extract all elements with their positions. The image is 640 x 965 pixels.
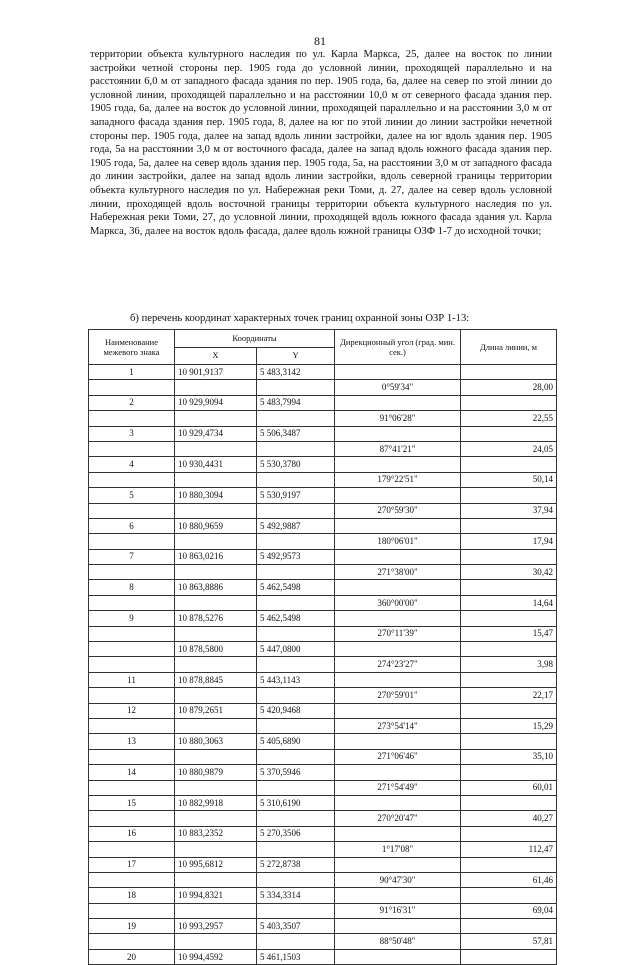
coord-x: 10 993,2957 [175, 919, 257, 934]
empty-cell [257, 872, 335, 887]
line-length: 28,00 [461, 380, 557, 395]
empty-cell [175, 934, 257, 949]
empty-cell [335, 395, 461, 410]
direction-angle: 270°59'30" [335, 503, 461, 518]
empty-cell [335, 426, 461, 441]
direction-angle: 271°06'46" [335, 749, 461, 764]
direction-angle: 270°20'47" [335, 811, 461, 826]
table-row [89, 903, 557, 918]
direction-angle: 273°54'14" [335, 718, 461, 733]
direction-angle: 360°00'00" [335, 595, 461, 610]
direction-angle: 270°11'39" [335, 626, 461, 641]
empty-cell [461, 642, 557, 657]
table-row [89, 580, 557, 595]
direction-angle: 91°06'28" [335, 411, 461, 426]
line-length: 35,10 [461, 749, 557, 764]
empty-cell [175, 872, 257, 887]
point-number: 7 [89, 549, 175, 564]
empty-cell [89, 718, 175, 733]
point-number: 11 [89, 672, 175, 687]
empty-cell [175, 811, 257, 826]
point-number: 13 [89, 734, 175, 749]
empty-cell [335, 857, 461, 872]
table-row [89, 518, 557, 533]
coord-x: 10 901,9137 [175, 365, 257, 380]
empty-cell [175, 626, 257, 641]
empty-cell [89, 626, 175, 641]
empty-cell [89, 842, 175, 857]
empty-cell [461, 734, 557, 749]
table-row [89, 703, 557, 718]
empty-cell [257, 657, 335, 672]
header-x: X [175, 347, 257, 365]
empty-cell [175, 842, 257, 857]
empty-cell [257, 411, 335, 426]
direction-angle: 274°23'27" [335, 657, 461, 672]
point-number: 14 [89, 765, 175, 780]
point-number: 3 [89, 426, 175, 441]
table-row [89, 811, 557, 826]
empty-cell [257, 626, 335, 641]
direction-angle: 88°50'48" [335, 934, 461, 949]
empty-cell [175, 472, 257, 487]
coord-y: 5 492,9573 [257, 549, 335, 564]
line-length: 50,14 [461, 472, 557, 487]
empty-cell [461, 518, 557, 533]
coord-x: 10 880,9879 [175, 765, 257, 780]
empty-cell [89, 441, 175, 456]
coord-y: 5 403,3507 [257, 919, 335, 934]
empty-cell [175, 595, 257, 610]
empty-cell [257, 380, 335, 395]
point-number: 16 [89, 826, 175, 841]
coord-x: 10 863,8886 [175, 580, 257, 595]
coord-x: 10 994,4592 [175, 949, 257, 964]
table-row [89, 795, 557, 810]
empty-cell [335, 765, 461, 780]
table-row [89, 780, 557, 795]
coord-y: 5 370,5946 [257, 765, 335, 780]
table-row [89, 718, 557, 733]
empty-cell [89, 565, 175, 580]
empty-cell [89, 411, 175, 426]
empty-cell [335, 826, 461, 841]
coord-x: 10 863,0216 [175, 549, 257, 564]
line-length: 112,47 [461, 842, 557, 857]
point-number: 15 [89, 795, 175, 810]
empty-cell [257, 472, 335, 487]
empty-cell [461, 857, 557, 872]
coord-x: 10 878,5800 [175, 642, 257, 657]
coord-y: 5 272,8738 [257, 857, 335, 872]
point-number: 4 [89, 457, 175, 472]
line-length: 22,55 [461, 411, 557, 426]
point-number [89, 642, 175, 657]
empty-cell [335, 642, 461, 657]
empty-cell [461, 426, 557, 441]
empty-cell [335, 703, 461, 718]
empty-cell [461, 580, 557, 595]
direction-angle: 0°59'34" [335, 380, 461, 395]
empty-cell [89, 934, 175, 949]
empty-cell [335, 518, 461, 533]
empty-cell [89, 657, 175, 672]
coord-x: 10 878,5276 [175, 611, 257, 626]
line-length: 60,01 [461, 780, 557, 795]
coord-x: 10 879,2651 [175, 703, 257, 718]
empty-cell [257, 934, 335, 949]
coord-y: 5 310,6190 [257, 795, 335, 810]
empty-cell [257, 811, 335, 826]
line-length: 57,81 [461, 934, 557, 949]
table-row [89, 565, 557, 580]
line-length: 14,64 [461, 595, 557, 610]
coord-x: 10 995,6812 [175, 857, 257, 872]
table-row [89, 441, 557, 456]
empty-cell [335, 457, 461, 472]
coord-x: 10 929,4734 [175, 426, 257, 441]
empty-cell [335, 795, 461, 810]
header-direction-angle: Дирекционный угол (град. мин. сек.) [335, 330, 461, 365]
coord-y: 5 462,5498 [257, 611, 335, 626]
line-length: 17,94 [461, 534, 557, 549]
table-row [89, 611, 557, 626]
empty-cell [89, 534, 175, 549]
empty-cell [89, 595, 175, 610]
empty-cell [89, 688, 175, 703]
page-number: 81 [314, 34, 326, 48]
table-row [89, 842, 557, 857]
empty-cell [257, 749, 335, 764]
line-length: 37,94 [461, 503, 557, 518]
table-row [89, 765, 557, 780]
empty-cell [175, 749, 257, 764]
empty-cell [257, 534, 335, 549]
table-row [89, 595, 557, 610]
table-caption: б) перечень координат характерных точек границ охранной зоны ОЗР 1-13: [130, 313, 470, 324]
point-number: 6 [89, 518, 175, 533]
header-line-length: Длина линии, м [461, 330, 557, 365]
empty-cell [175, 380, 257, 395]
empty-cell [461, 672, 557, 687]
empty-cell [175, 441, 257, 456]
table-row [89, 395, 557, 410]
empty-cell [175, 688, 257, 703]
coord-y: 5 461,1503 [257, 949, 335, 964]
table-row [89, 642, 557, 657]
line-length: 3,98 [461, 657, 557, 672]
table-row [89, 457, 557, 472]
line-length: 30,42 [461, 565, 557, 580]
empty-cell [335, 549, 461, 564]
point-number: 9 [89, 611, 175, 626]
coord-x: 10 882,9918 [175, 795, 257, 810]
direction-angle: 179°22'51" [335, 472, 461, 487]
table-row [89, 857, 557, 872]
direction-angle: 87°41'21" [335, 441, 461, 456]
empty-cell [461, 703, 557, 718]
header-coordinates: Координаты [175, 330, 335, 348]
point-number: 17 [89, 857, 175, 872]
empty-cell [175, 903, 257, 918]
table-row [89, 365, 557, 380]
empty-cell [461, 395, 557, 410]
coord-x: 10 880,9659 [175, 518, 257, 533]
table-row [89, 934, 557, 949]
empty-cell [461, 765, 557, 780]
empty-cell [175, 780, 257, 795]
empty-cell [335, 734, 461, 749]
empty-cell [335, 365, 461, 380]
empty-cell [335, 672, 461, 687]
coord-x: 10 880,3094 [175, 488, 257, 503]
coord-y: 5 405,6890 [257, 734, 335, 749]
line-length: 24,05 [461, 441, 557, 456]
coord-y: 5 270,3506 [257, 826, 335, 841]
empty-cell [461, 549, 557, 564]
point-number: 12 [89, 703, 175, 718]
table-row [89, 411, 557, 426]
empty-cell [461, 888, 557, 903]
coord-y: 5 492,9887 [257, 518, 335, 533]
coord-y: 5 443,1143 [257, 672, 335, 687]
empty-cell [461, 949, 557, 964]
table-body [89, 365, 557, 965]
empty-cell [461, 795, 557, 810]
header-mark-name: Наименование межевого знака [89, 330, 175, 365]
line-length: 22,17 [461, 688, 557, 703]
table-row [89, 919, 557, 934]
table-row [89, 949, 557, 964]
header-y: Y [257, 347, 335, 365]
empty-cell [89, 749, 175, 764]
table-row [89, 426, 557, 441]
empty-cell [89, 780, 175, 795]
direction-angle: 90°47'30" [335, 872, 461, 887]
empty-cell [89, 903, 175, 918]
point-number: 20 [89, 949, 175, 964]
empty-cell [461, 611, 557, 626]
coord-x: 10 878,8845 [175, 672, 257, 687]
table-row [89, 734, 557, 749]
point-number: 1 [89, 365, 175, 380]
coord-y: 5 506,3487 [257, 426, 335, 441]
empty-cell [89, 811, 175, 826]
direction-angle: 271°54'49" [335, 780, 461, 795]
line-length: 40,27 [461, 811, 557, 826]
line-length: 15,29 [461, 718, 557, 733]
empty-cell [257, 441, 335, 456]
empty-cell [257, 780, 335, 795]
coord-x: 10 994,8321 [175, 888, 257, 903]
direction-angle: 1°17'08" [335, 842, 461, 857]
empty-cell [461, 365, 557, 380]
empty-cell [257, 718, 335, 733]
direction-angle: 180°06'01" [335, 534, 461, 549]
empty-cell [257, 503, 335, 518]
coord-y: 5 462,5498 [257, 580, 335, 595]
table-row [89, 749, 557, 764]
line-length: 15,47 [461, 626, 557, 641]
body-paragraph: территории объекта культурного наследия по ул. Карла Маркса, 25, далее на восток по линии застройки четной стороны пер. 1905 года до условной линии, проходящей параллельно и на расстоянии 6,0 м от западного фасада здания по пер. 1905 года, 6а, далее на север по этой линии до условной линии, проходящей параллельно и на расстоянии 10,0 м от северного фасада здания пер. 1905 года, 6а, далее на восток до условной линии, проходящей параллельно и на расстоянии 3,0 м от западного фасада здания пер. 1905 года, 8, далее на юг по этой линии до линии застройки нечетной стороны пер. 1905 года, далее на запад вдоль линии застройки, далее на юг вдоль здания пер. 1905 года, 5а на расстоянии 3,0 м от восточного фасада, далее на запад вдоль южного фасада здания пер. 1905 года, 5а, далее на север вдоль здания пер. 1905 года, 5а, на расстоянии 3,0 м от западного фасада до линии застройки, далее на запад вдоль линии застройки, вдоль северной границы территории объекта культурного наследия по ул. Набережная реки Томи, д. 27, далее на север вдоль условной линии, проходящей вдоль восточной границы территории объекта культурного наследия по ул. Набережная реки Томи, 27, до условной линии, проходящей вдоль южного фасада здания ул. Карла Маркса, 36, далее на восток вдоль фасада, далее вдоль южной границы ОЗФ 1-7 до исходной точки; [90, 49, 552, 237]
empty-cell [461, 919, 557, 934]
empty-cell [461, 457, 557, 472]
empty-cell [335, 580, 461, 595]
empty-cell [175, 657, 257, 672]
coord-y: 5 447,0800 [257, 642, 335, 657]
coord-x: 10 883,2352 [175, 826, 257, 841]
empty-cell [257, 565, 335, 580]
line-length: 69,04 [461, 903, 557, 918]
empty-cell [175, 718, 257, 733]
coord-y: 5 483,7994 [257, 395, 335, 410]
coordinates-table [88, 329, 557, 965]
coord-y: 5 483,3142 [257, 365, 335, 380]
empty-cell [175, 534, 257, 549]
empty-cell [335, 888, 461, 903]
empty-cell [175, 503, 257, 518]
coord-y: 5 420,9468 [257, 703, 335, 718]
table-row [89, 503, 557, 518]
table-row [89, 626, 557, 641]
empty-cell [335, 611, 461, 626]
empty-cell [89, 380, 175, 395]
point-number: 18 [89, 888, 175, 903]
table-row [89, 488, 557, 503]
coord-x: 10 929,9094 [175, 395, 257, 410]
empty-cell [257, 903, 335, 918]
table-row [89, 549, 557, 564]
table-row [89, 672, 557, 687]
empty-cell [335, 488, 461, 503]
empty-cell [89, 503, 175, 518]
table-row [89, 872, 557, 887]
direction-angle: 91°16'31" [335, 903, 461, 918]
line-length: 61,46 [461, 872, 557, 887]
direction-angle: 270°59'01" [335, 688, 461, 703]
table-row [89, 888, 557, 903]
coord-y: 5 334,3314 [257, 888, 335, 903]
table-row [89, 380, 557, 395]
point-number: 8 [89, 580, 175, 595]
coord-y: 5 530,3780 [257, 457, 335, 472]
coord-y: 5 530,9197 [257, 488, 335, 503]
point-number: 19 [89, 919, 175, 934]
empty-cell [461, 488, 557, 503]
empty-cell [175, 411, 257, 426]
empty-cell [257, 842, 335, 857]
empty-cell [335, 919, 461, 934]
point-number: 5 [89, 488, 175, 503]
table-row [89, 688, 557, 703]
table-row [89, 534, 557, 549]
empty-cell [257, 688, 335, 703]
table-header-row [89, 330, 557, 348]
table-row [89, 657, 557, 672]
coord-x: 10 880,3063 [175, 734, 257, 749]
empty-cell [89, 872, 175, 887]
table-row [89, 826, 557, 841]
table-row [89, 472, 557, 487]
empty-cell [461, 826, 557, 841]
empty-cell [89, 472, 175, 487]
empty-cell [257, 595, 335, 610]
empty-cell [335, 949, 461, 964]
coord-x: 10 930,4431 [175, 457, 257, 472]
empty-cell [175, 565, 257, 580]
point-number: 2 [89, 395, 175, 410]
direction-angle: 271°38'00" [335, 565, 461, 580]
